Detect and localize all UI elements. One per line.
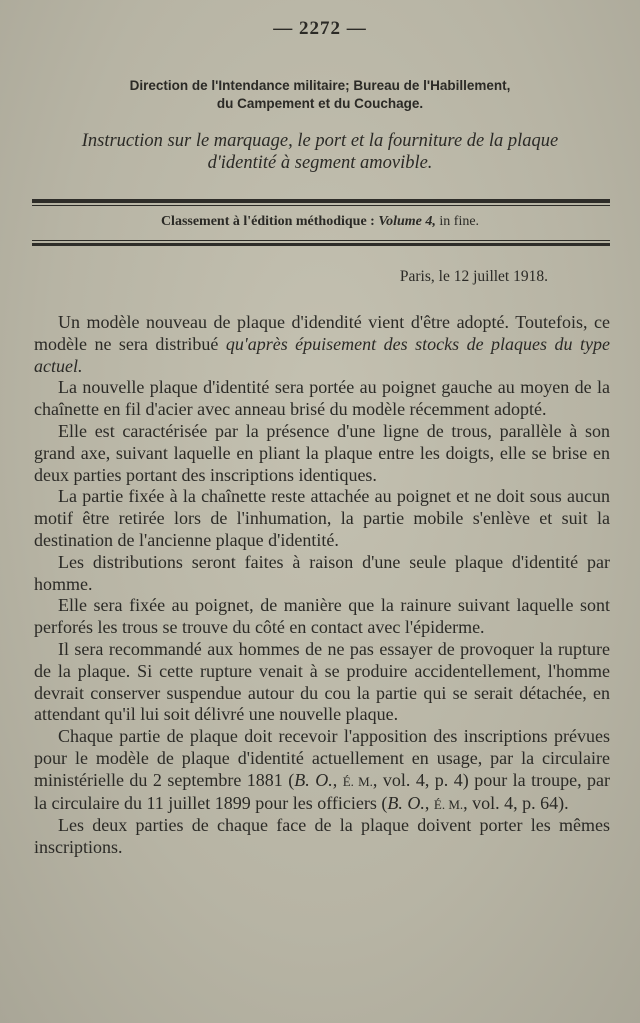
bottom-rule-thin [32,240,610,241]
paragraph-9: Les deux parties de chaque face de la plaque doivent porter les mêmes inscriptions. [34,815,610,858]
instruction-line-2: d'identité à segment amovible. [207,153,433,173]
classement-prefix: Classement à l'édition méthodique : [160,214,379,229]
paragraph-8-text-b: , vol. 4, p. 4) pour la troupe, par la circulaire du 11 juillet 1899 pour les officiers ( [34,769,611,813]
direction-heading [40,77,600,113]
paragraph-8-text-a: Chaque partie de plaque doit recevoir l'apposition des inscriptions prévues pour le modèle de plaque d'identité actuellement en usage, par la circulaire ministérielle du 2 septembre 1881 ( [34,726,610,790]
instruction-title [30,130,610,174]
date-line: Paris, le 12 juillet 1918. [399,268,548,285]
top-rule-thin [32,205,610,206]
direction-line-1: Direction de l'Intendance militaire; Bureau de l'Habillement, [129,78,511,93]
paragraph-4: La partie fixée à la chaînette reste attachée au poignet et ne doit sous aucun motif être retirée lors de l'inhumation, la partie mobile s'enlève et suit la destination de l'ancienne plaque d'identité. [34,486,610,550]
classement-volume: Volume 4, [378,214,436,229]
classement-suffix: in fine. [435,214,480,229]
paragraph-8 [34,726,610,815]
page-number: — 2272 — [273,18,367,39]
paragraph-1 [34,312,610,377]
paragraph-6: Elle sera fixée au poignet, de manière que la rainure suivant laquelle sont perforés les trous se trouve du côté en contact avec l'épiderme. [34,595,610,638]
paragraph-8-ref-em-2: É. M. [433,796,464,812]
paragraph-2: La nouvelle plaque d'identité sera portée au poignet gauche au moyen de la chaînette en fil d'acier avec anneau brisé du modèle récemment adopté. [34,377,610,420]
paragraph-8-sep-1: , [332,769,343,790]
paragraph-8-ref-bo-1: B. O. [294,769,333,790]
paragraph-3: Elle est caractérisée par la présence d'une ligne de trous, parallèle à son grand axe, suivant laquelle en pliant la plaque entre les doigts, elle se brise en deux parties portant des inscriptions identiques. [34,420,610,485]
bottom-rule-thick [32,243,610,246]
paragraph-5: Les distributions seront faites à raison d'une seule plaque d'identité par homme. [34,551,610,594]
paragraph-8-ref-bo-2: B. O. [387,792,425,813]
paragraph-8-ref-em-1: É. M. [342,773,373,789]
paragraph-8-text-c: , vol. 4, p. 64). [463,792,569,813]
instruction-line-1: Instruction sur le marquage, le port et la fourniture de la plaque [81,131,559,151]
direction-line-2: du Campement et du Couchage. [216,96,424,111]
paragraph-7: Il sera recommandé aux hommes de ne pas essayer de provoquer la rupture de la plaque. Si cette rupture venait à se produire accidentellement, l'homme devrait conserver suspendue autour du cou la partie qui se serait détachée, en attendant qu'il lui soit délivré une nouvelle plaque. [34,638,610,725]
body-text [34,312,610,859]
paragraph-1-italic: qu'après épuisement des stocks de plaques du type actuel. [34,333,610,376]
top-rule-thick [32,199,610,203]
paragraph-8-sep-2: , [424,792,434,813]
paragraph-1-text: Un modèle nouveau de plaque d'idendité vient d'être adopté. Toutefois, ce modèle ne sera distribué [34,312,610,354]
classement-line [0,214,640,230]
